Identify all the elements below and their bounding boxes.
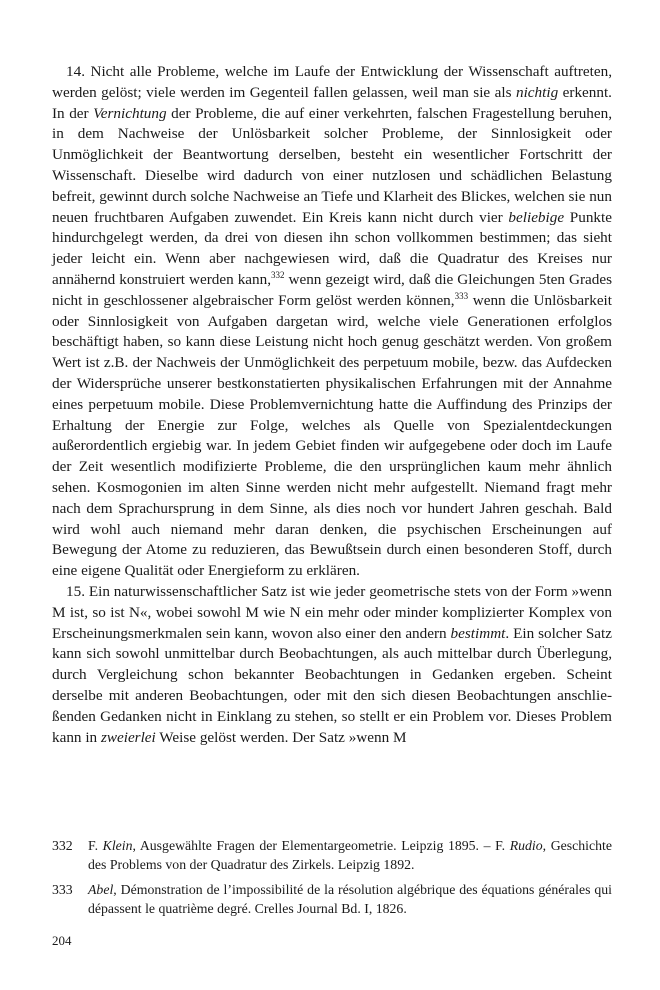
page-number: 204 xyxy=(52,933,72,948)
italic-text: nichtig xyxy=(515,83,559,101)
text-run: Punkte hindurchgelegt werden, da drei von diesen ihn schon vollkommen bestimmen; das sieht jeder leicht ein. Wenn aber nachgewiesen wird, daß die Quadratur des Kreises nur annähernd konstruiert werden kann, xyxy=(52,208,612,288)
footnote-332 xyxy=(52,836,612,874)
text-run: wenn gezeigt wird, daß die Gleichungen 5ten Grades nicht in geschlossener algebraischer Form gelöst werden können, xyxy=(52,270,612,309)
italic-text: zweierlei xyxy=(100,728,156,746)
text-run: erkennt. In der xyxy=(52,83,612,122)
footnote-number: 333 xyxy=(52,882,73,897)
footnote-number: 332 xyxy=(52,838,73,853)
footnote-333 xyxy=(52,880,612,918)
text-run: . Ein solcher Satz kann sich sowohl unmittelbar durch Beobachtungen, als auch mittelbar durch Überlegung, durch Vergleichung schon bekannter Beobachtungen in Gedanken ergeben. Scheint derselbe mit anderen Beobachtungen, oder mit den sich diesen Beobachtungen anschließenden Gedanken nicht in Einklang zu stehen, so stellt er ein Problem vor. Dieses Problem kann in xyxy=(52,624,612,746)
text-run: der Probleme, die auf einer verkehrten, falschen Fragestellung beruhen, in dem Nachweise der Unlösbarkeit solcher Probleme, der Sinnlosigkeit oder Unmöglichkeit der Beantwortung derselben, besteht ein wesentlicher Fortschritt der Wissenschaft. Dieselbe wird dadurch von einer nutzlosen und schädlichen Belastung befreit, gewinnt durch solche Nachweise an Tiefe und Klarheit des Blickes, welchen sie nun neuen fruchtbaren Aufgaben zuwendet. Ein Kreis kann nicht durch vier xyxy=(52,104,613,226)
paragraph-15 xyxy=(52,582,612,748)
footnotes xyxy=(52,836,612,924)
italic-text: Rudio xyxy=(509,838,543,853)
footnote-text xyxy=(88,880,612,918)
footnote-text xyxy=(88,836,612,874)
text-run: F. xyxy=(88,838,103,853)
italic-text: Vernichtung xyxy=(93,104,167,122)
text-run: wenn die Unlösbarkeit oder Sinnlosigkeit von Aufgaben dargetan wird, welche viele Generationen erfolglos beschäftigt haben, so kann diese Leistung nicht hoch genug geschätzt werden. Von großem Wert ist z.B. der Nachweis der Unmöglichkeit des perpetuum mobile, bezw. das Aufdecken der Widersprüche unserer bestkonstatierten physikalischen Erfahrungen mit der Annahme eines perpetuum mobile. Diese Problemvernichtung hatte die Auffindung des Prinzips der Erhaltung der Energie zur Folge, welches als Quelle von Spezialentdeckungen außerordentlich ergiebig war. In jedem Gebiet finden wir aufgegebene oder doch im Laufe der Zeit wesentlich modifizierte Probleme, die den ursprünglichen kaum mehr ähnlich sehen. Kosmogonien im alten Sinne werden nicht mehr aufgestellt. Niemand fragt mehr nach dem Sprachursprung in dem Sinne, als dies noch vor hundert Jahren geschah. Bald wird wohl auch niemand mehr daran denken, die psychischen Erscheinungen auf Bewegung der Atome zu reduzieren, das Bewußtsein durch einen besonderen Stoff, durch eine eigene Qualität oder Energieform zu erklären. xyxy=(52,291,612,580)
text-run: 14. Nicht alle Probleme, welche im Laufe der Entwicklung der Wissenschaft auftreten, werden gelöst; viele werden im Gegenteil fallen gelassen, weil man sie als xyxy=(52,63,612,101)
main-text xyxy=(52,62,612,748)
italic-text: Abel xyxy=(88,882,114,897)
paragraph-14 xyxy=(52,62,612,582)
italic-text: bestimmt xyxy=(450,624,506,642)
text-run: , Démonstration de l’impossibilité de la résolution algébrique des équations générales qui dépassent le quatrième degré. Crelles Journal Bd. I, 1826. xyxy=(88,882,612,916)
italic-text: beliebige xyxy=(508,208,565,226)
italic-text: Klein xyxy=(102,838,133,853)
footnote-ref: 332 xyxy=(271,269,285,280)
text-run: , Ausgewählte Fragen der Elementargeometrie. Leipzig 1895. – F. xyxy=(132,838,510,853)
footnote-ref: 333 xyxy=(454,290,469,301)
text-run: , Geschichte des Problems von der Quadratur des Zirkels. Leipzig 1892. xyxy=(88,838,612,872)
text-run: 15. Ein naturwissenschaftlicher Satz ist wie jeder geometrische stets von der Form »wenn M ist, so ist N«, wobei sowohl M wie N ein mehr oder minder komplizierter Komplex von Erscheinungsmerkmalen sein kann, wovon also einer den andern xyxy=(52,582,612,642)
text-run: Weise gelöst werden. Der Satz »wenn M xyxy=(155,728,407,746)
